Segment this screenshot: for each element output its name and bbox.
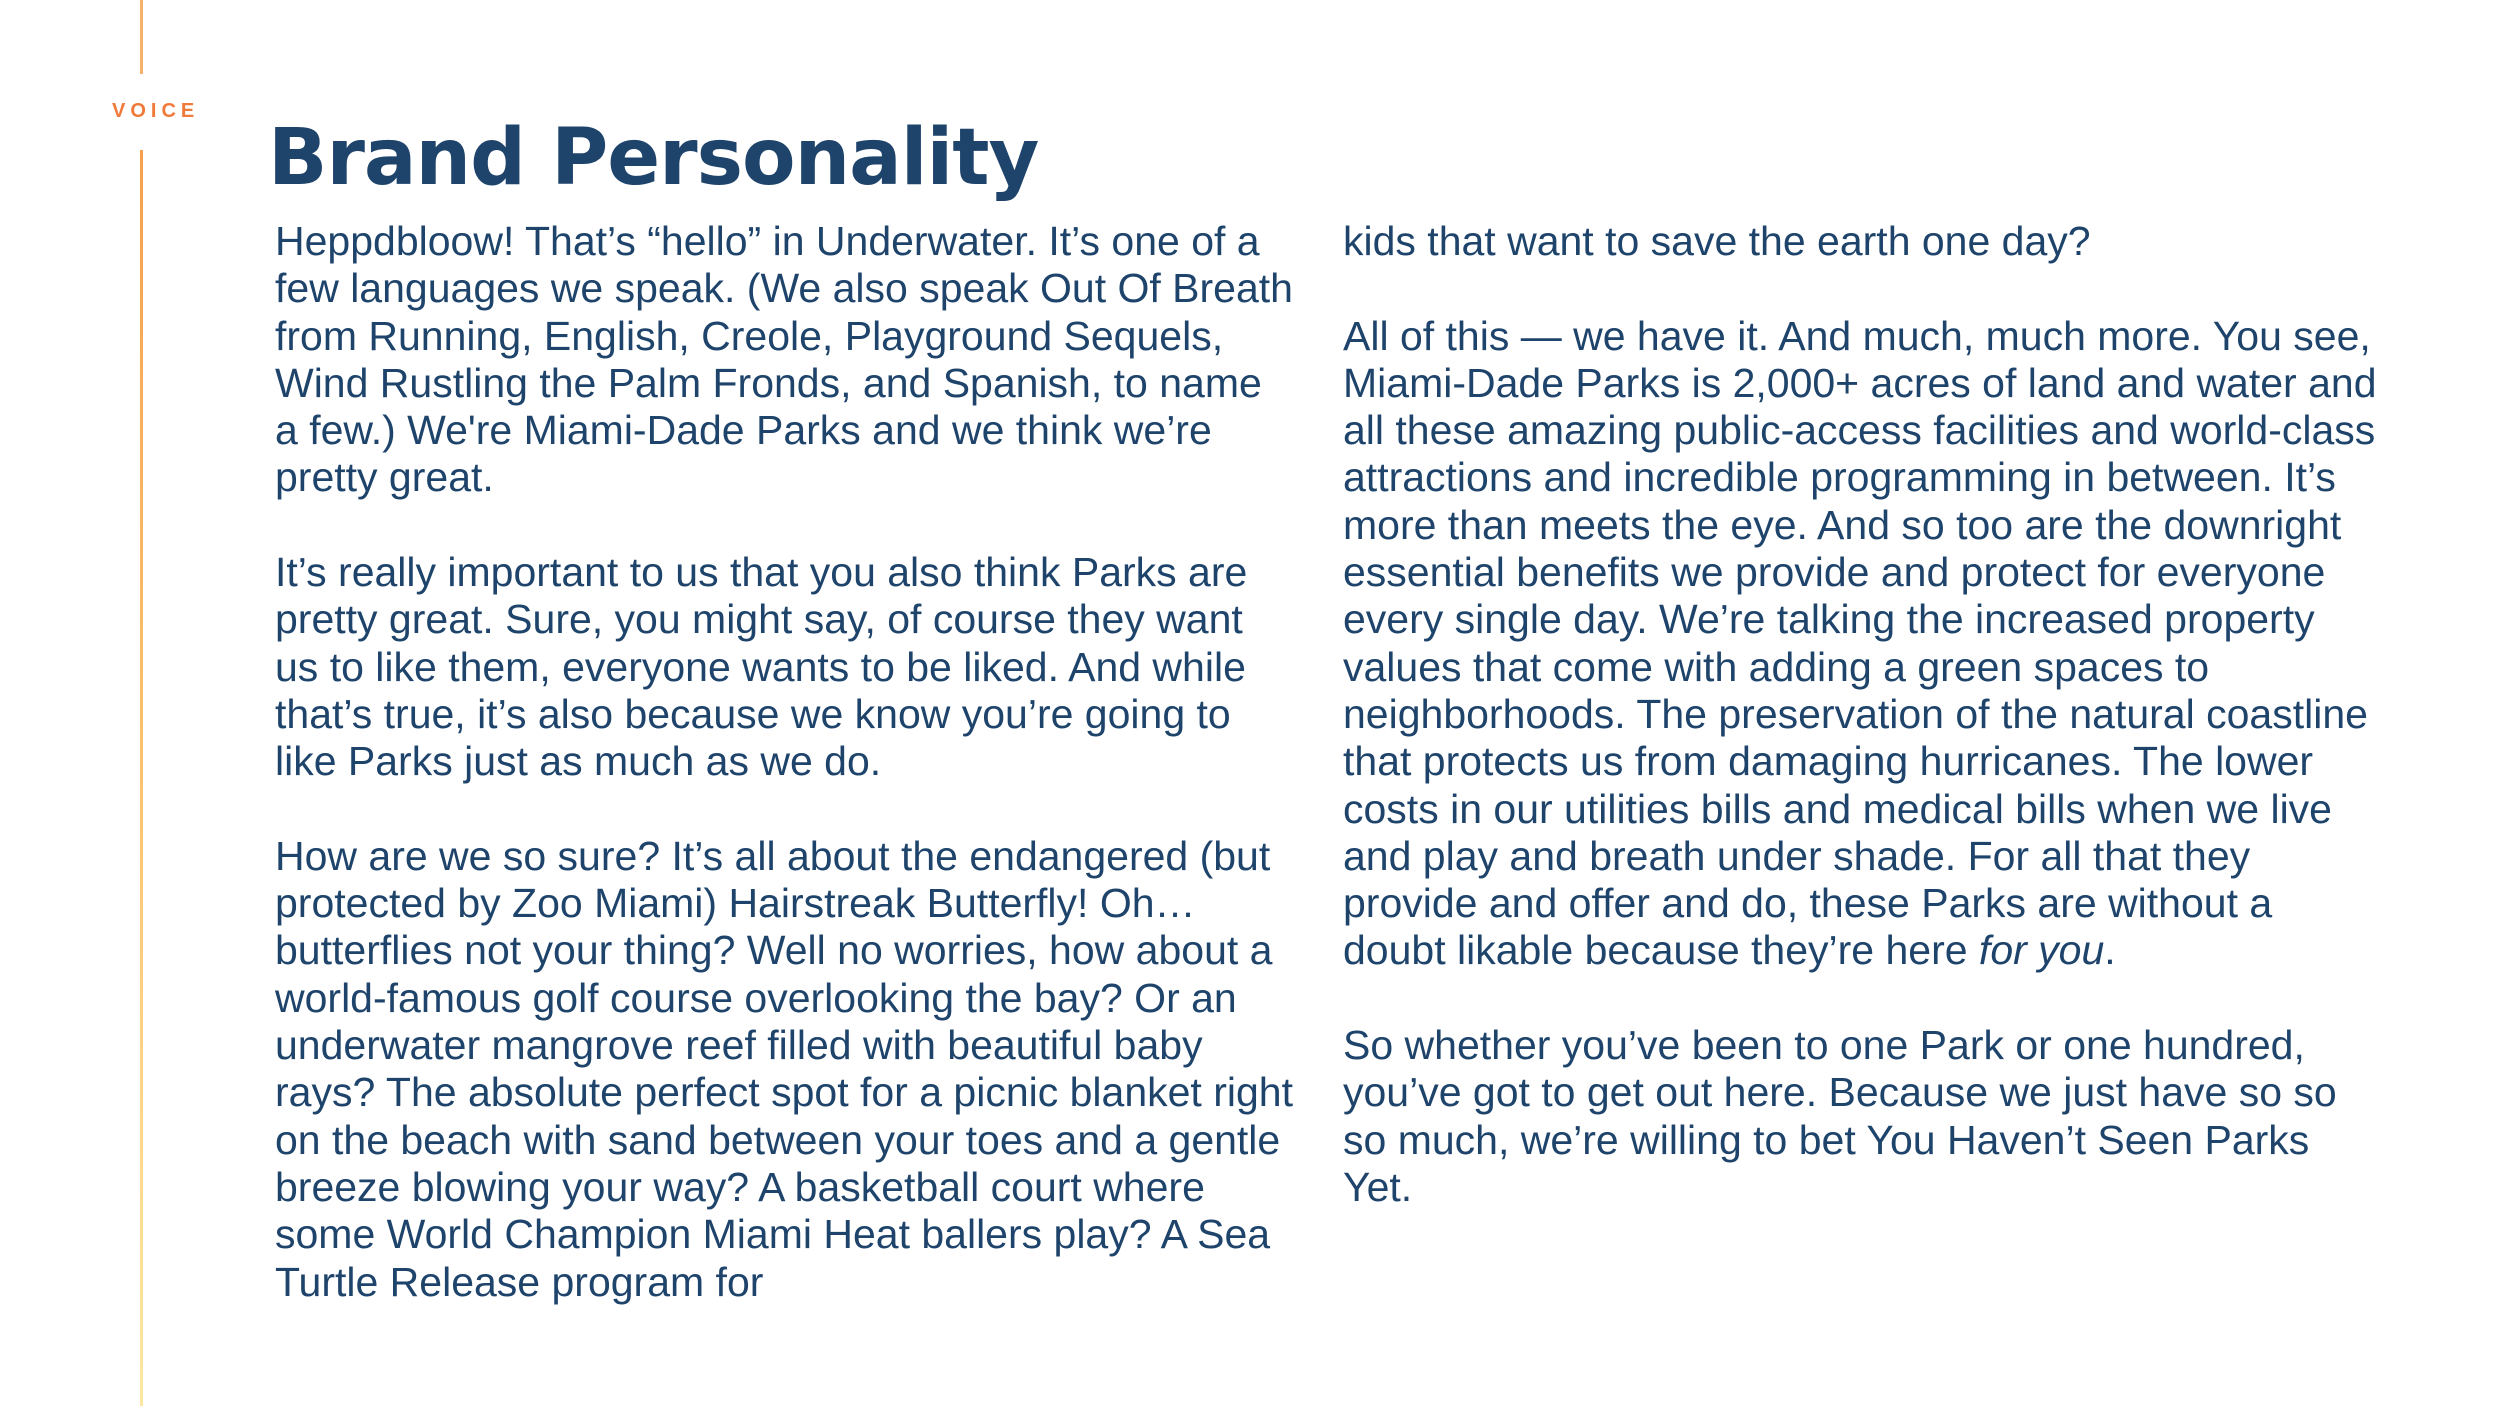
paragraph-examples: How are we so sure? It’s all about the endangered (but protected by Zoo Miami) Hairstreak Butterfly! Oh…butterflies not your thing? Well no worries, how about a world-famous golf course overlooking the bay? Or an underwater mangrove reef filled with beautiful baby rays? The absolute perfect spot for a picnic blanket right on the beach with sand between your toes and a gentle breeze blowing your way? A basketball court where some World Champion Miami Heat ballers play? A Sea Turtle Release program for (275, 832, 1293, 1305)
paragraph-continuation: kids that want to save the earth one day? (1343, 218, 2091, 264)
page-title: Brand Personality (268, 113, 1039, 203)
benefits-emphasis: for you (1978, 927, 2105, 974)
vertical-rule-top (140, 0, 143, 74)
right-text-column (1343, 218, 2383, 1259)
benefits-text: All of this — we have it. And much, much more. You see, Miami-Dade Parks is 2,000+ acres of land and water and all these amazing public-access facilities and world-class attractions and incredible programming in between. It’s more than meets the eye. And so too are the downright essential benefits we provide and protect for everyone every single day. We’re talking the increased property values that come with adding a green spaces to neighborhoods. The preservation of the natural coastline that protects us from damaging hurricanes. The lower costs in our utilities bills and medical bills when we live and play and breath under shade. For all that they provide and offer and do, these Parks are without a doubt likable because they’re here (1343, 312, 2377, 974)
paragraph-importance: It’s really important to us that you also think Parks are pretty great. Sure, you might say, of course they want us to like them, everyone wants to be liked. And while that’s true, it’s also because we know you’re going to like Parks just as much as we do. (275, 549, 1248, 785)
left-text-column (275, 218, 1295, 1353)
vertical-rule-bottom (140, 150, 143, 1406)
paragraph-closing: So whether you’ve been to one Park or one hundred, you’ve got to get out here. Because we just have so so so much, we’re willing to bet You Haven’t Seen Parks Yet. (1343, 1022, 2337, 1210)
benefits-end: . (2104, 927, 2116, 974)
section-label: VOICE (112, 100, 200, 122)
paragraph-intro: Heppdbloow! That’s “hello” in Underwater. It’s one of a few languages we speak. (We also speak Out Of Breath from Running, English, Creole, Playground Sequels, Wind Rustling the Palm Fronds, and Spanish, to name a few.) We're Miami-Dade Parks and we think we’re pretty great. (275, 218, 1293, 501)
paragraph-benefits (1343, 313, 2383, 975)
